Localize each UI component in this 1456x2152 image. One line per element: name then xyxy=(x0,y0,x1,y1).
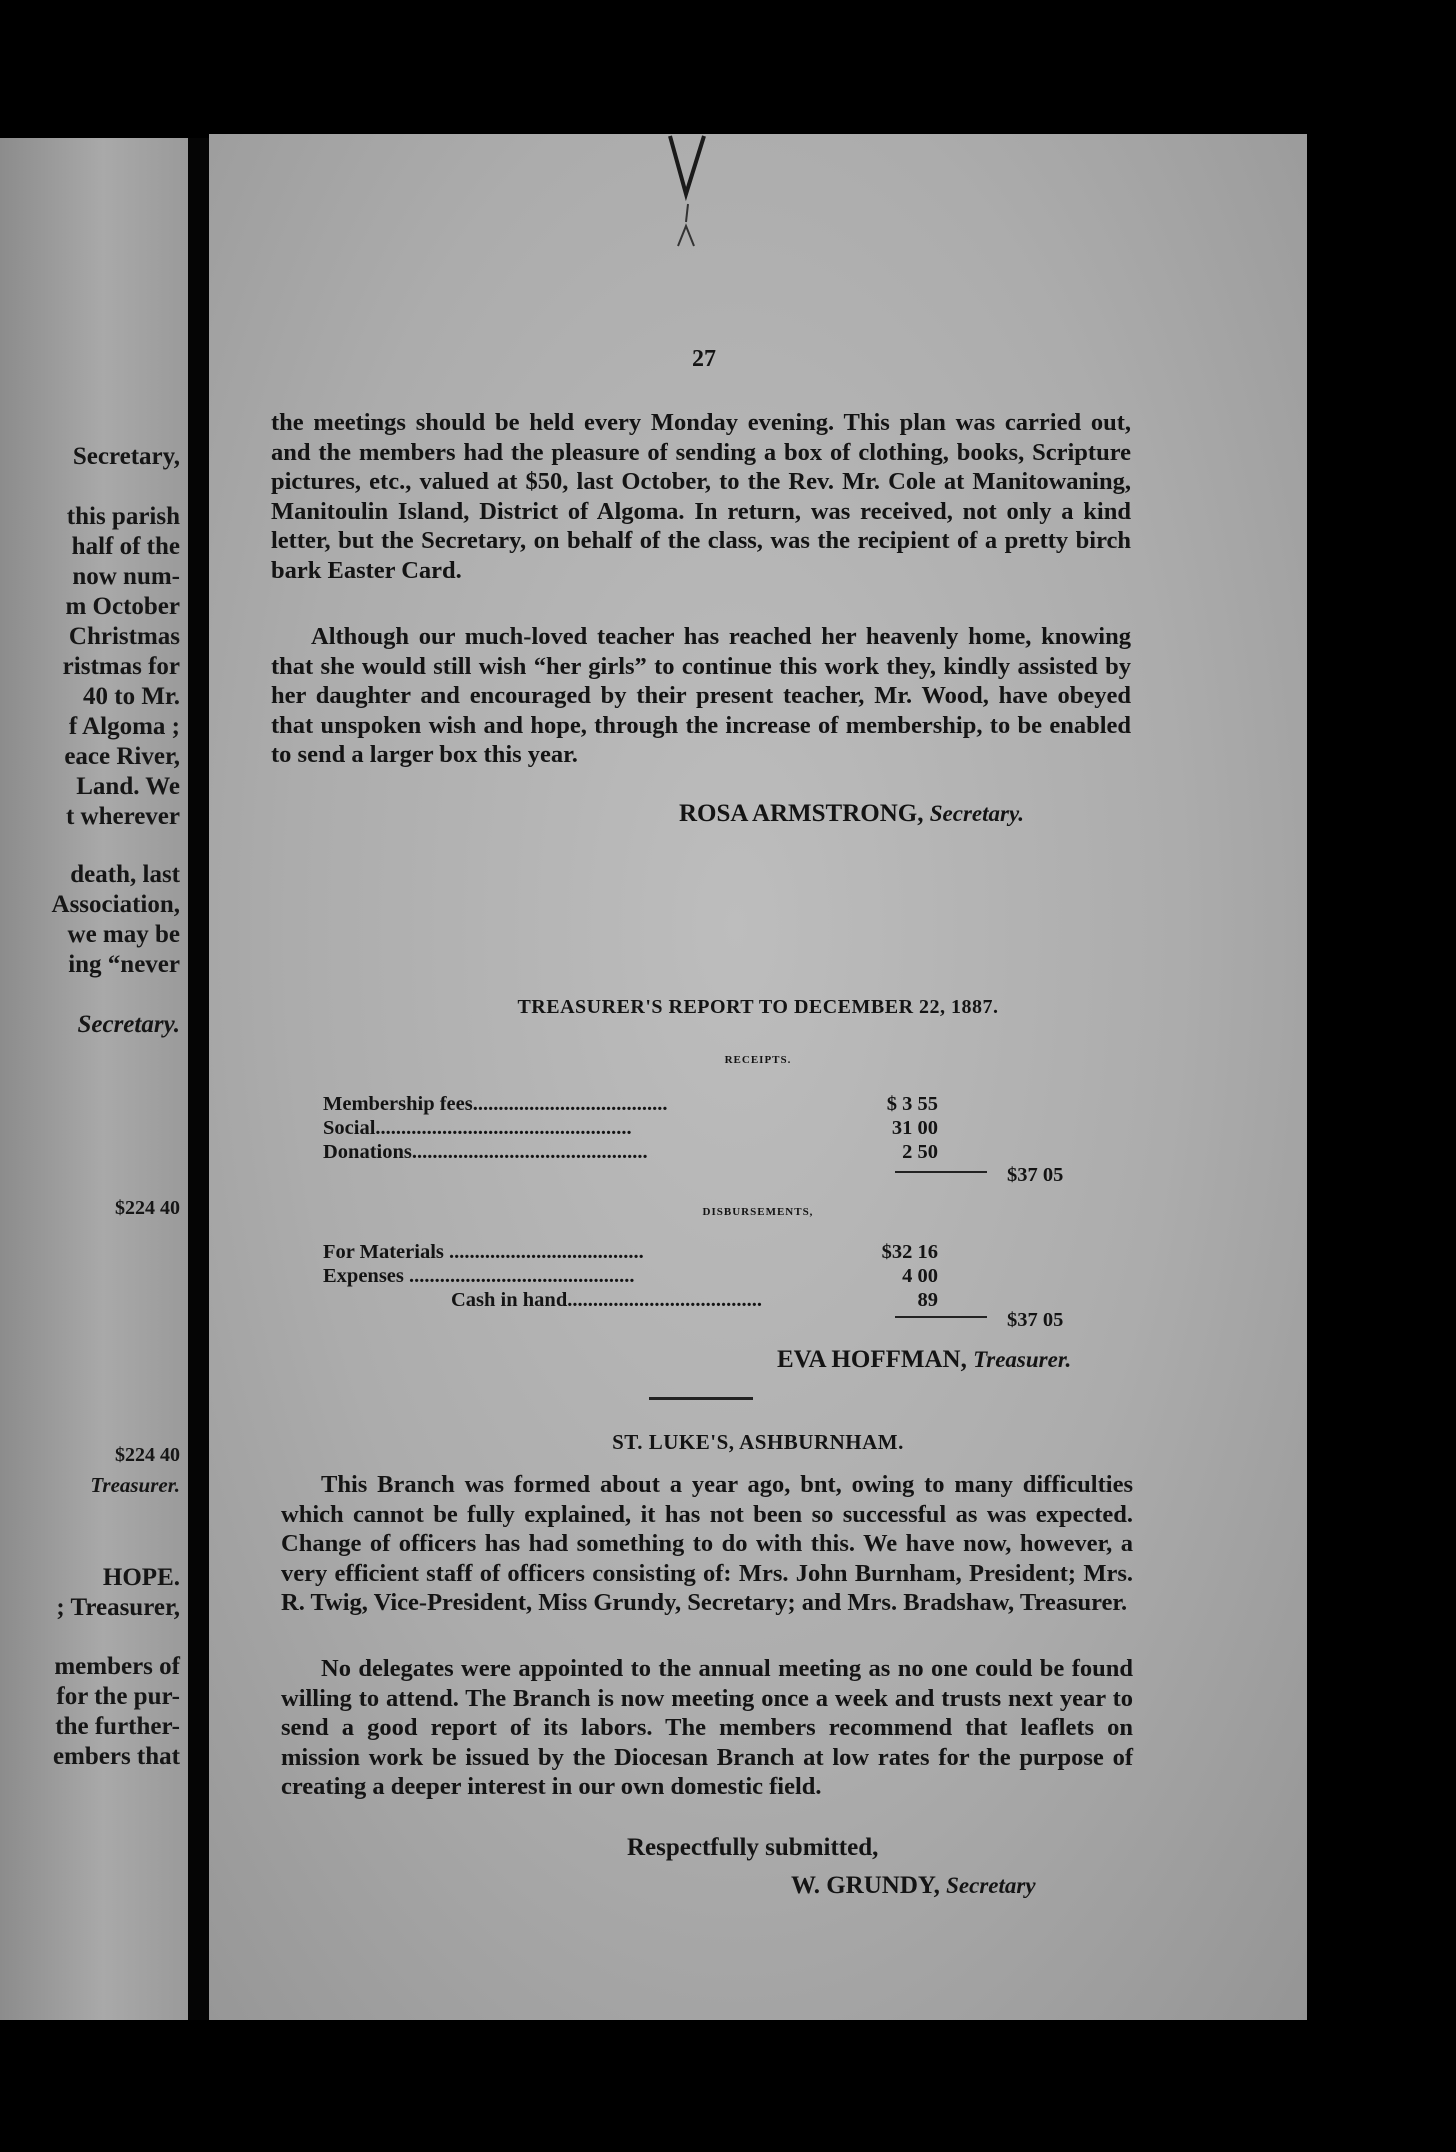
closing-line: Respectfully submitted, xyxy=(627,1834,879,1861)
disbursement-row xyxy=(323,1240,1203,1264)
signature-role: Treasurer. xyxy=(973,1347,1072,1372)
disbursement-label: For Materials ...................................... xyxy=(323,1241,644,1263)
signature-treasurer xyxy=(777,1346,1071,1374)
left-page-line: t wherever xyxy=(65,803,180,830)
pen-mark-icon xyxy=(664,134,714,254)
left-page-line: for the pur- xyxy=(56,1683,180,1710)
receipt-row xyxy=(323,1116,1203,1140)
left-page-fragment xyxy=(0,138,188,2020)
scan-border-right xyxy=(1307,134,1456,2020)
left-page-line: f Algoma ; xyxy=(68,713,180,740)
disbursements-total: $37 05 xyxy=(1007,1309,1064,1331)
left-page-line: eace River, xyxy=(64,743,180,770)
disbursement-row xyxy=(323,1288,1203,1312)
left-page-line: we may be xyxy=(67,921,180,948)
section-divider xyxy=(649,1397,753,1400)
paragraph-sunday-class: the meetings should be held every Monday evening. This plan was carried out, and the members had the pleasure of sending a box of clothing, books, Scripture pictures, etc., valued at $50, last October, to the Rev. Mr. Cole at Manitowaning, Manitoulin Island, District of Algoma. In return, was received, not only a kind letter, but the Secretary, on behalf of the class, was the recipient of a pretty birch bark Easter Card. xyxy=(271,409,1131,584)
disbursement-row xyxy=(323,1264,1203,1288)
page-number: 27 xyxy=(692,346,716,372)
left-page-line: m October xyxy=(65,593,180,620)
disbursement-amount: $32 16 xyxy=(881,1241,938,1263)
left-page-line: $224 40 xyxy=(115,1197,180,1219)
signature-branch-secretary xyxy=(791,1872,1036,1900)
signature-name: ROSA ARMSTRONG, xyxy=(679,800,924,827)
receipt-label: Donations.............................................. xyxy=(323,1141,648,1163)
disbursements-heading: DISBURSEMENTS, xyxy=(702,1206,814,1218)
signature-role: Secretary xyxy=(946,1873,1036,1898)
left-page-line: now num- xyxy=(72,563,180,590)
left-page-line: the further- xyxy=(55,1713,180,1740)
receipt-label: Social.................................................. xyxy=(323,1117,632,1139)
receipt-amount: $ 3 55 xyxy=(886,1093,938,1115)
main-page xyxy=(209,134,1307,2020)
branch-title: ST. LUKE'S, ASHBURNHAM. xyxy=(612,1430,904,1454)
paragraph-branch-formation: This Branch was formed about a year ago, bnt, owing to many difficulties which cannot be fully explained, it has not been so successful as was expected. Change of officers has had something to do with this. We have now, however, a very efficient staff of officers consisting of: Mrs. John Burnham, President; Mrs. R. Twig, Vice-President, Miss Grundy, Secretary; and Mrs. Bradshaw, Treasurer. xyxy=(281,1471,1133,1617)
treasurer-report-title: TREASURER'S REPORT TO DECEMBER 22, 1887. xyxy=(517,996,999,1018)
disbursement-label: Cash in hand...................................... xyxy=(451,1289,762,1311)
signature-name: EVA HOFFMAN, xyxy=(777,1346,967,1373)
left-page-line: Christmas xyxy=(68,623,180,650)
disbursements-total-rule xyxy=(895,1316,987,1318)
receipts-total: $37 05 xyxy=(1007,1164,1064,1186)
signature-secretary xyxy=(679,800,1024,828)
left-page-line: death, last xyxy=(70,861,180,888)
disbursement-label: Expenses ............................................ xyxy=(323,1265,635,1287)
left-page-line: embers that xyxy=(52,1743,180,1770)
paragraph-teacher-memorial: Although our much-loved teacher has reached her heavenly home, knowing that she would still wish “her girls” to continue this work they, kindly assisted by her daughter and encouraged by their present teacher, Mr. Wood, have obeyed that unspoken wish and hope, through the increase of membership, to be enabled to send a larger box this year. xyxy=(271,623,1131,769)
disbursement-amount: 89 xyxy=(917,1289,938,1311)
left-page-line: $224 40 xyxy=(115,1444,180,1466)
signature-name: W. GRUNDY, xyxy=(791,1872,940,1899)
left-page-line: members of xyxy=(54,1653,180,1680)
left-page-line: Secretary, xyxy=(72,443,180,470)
receipt-amount: 2 50 xyxy=(902,1141,938,1163)
receipt-row xyxy=(323,1140,1203,1164)
left-page-line: this parish xyxy=(66,503,180,530)
receipts-total-rule xyxy=(895,1171,987,1173)
receipt-row xyxy=(323,1092,1203,1116)
left-page-line: ristmas for xyxy=(62,653,180,680)
page-gutter xyxy=(188,138,209,2020)
receipts-heading: RECEIPTS. xyxy=(724,1054,792,1066)
paragraph-branch-delegates: No delegates were appointed to the annual meeting as no one could be found willing to attend. The Branch is now meeting once a week and trusts next year to send a good report of its labors. The members recommend that leaflets on mission work be issued by the Diocesan Branch at low rates for the purpose of creating a deeper interest in our own domestic field. xyxy=(281,1655,1133,1801)
signature-role: Secretary. xyxy=(929,801,1025,826)
receipt-amount: 31 00 xyxy=(891,1117,938,1139)
left-page-line: ing “never xyxy=(68,951,180,978)
disbursement-amount: 4 00 xyxy=(902,1265,938,1287)
left-page-line: ; Treasurer, xyxy=(56,1594,180,1621)
left-page-line: Land. We xyxy=(76,773,180,800)
left-page-line: 40 to Mr. xyxy=(83,683,180,710)
receipt-label: Membership fees...................................... xyxy=(323,1093,668,1115)
left-page-line: Secretary. xyxy=(77,1011,180,1038)
left-page-line: Association, xyxy=(51,891,180,918)
left-page-line: half of the xyxy=(71,533,180,560)
left-page-line: HOPE. xyxy=(102,1564,180,1591)
left-page-line: Treasurer. xyxy=(90,1473,180,1497)
